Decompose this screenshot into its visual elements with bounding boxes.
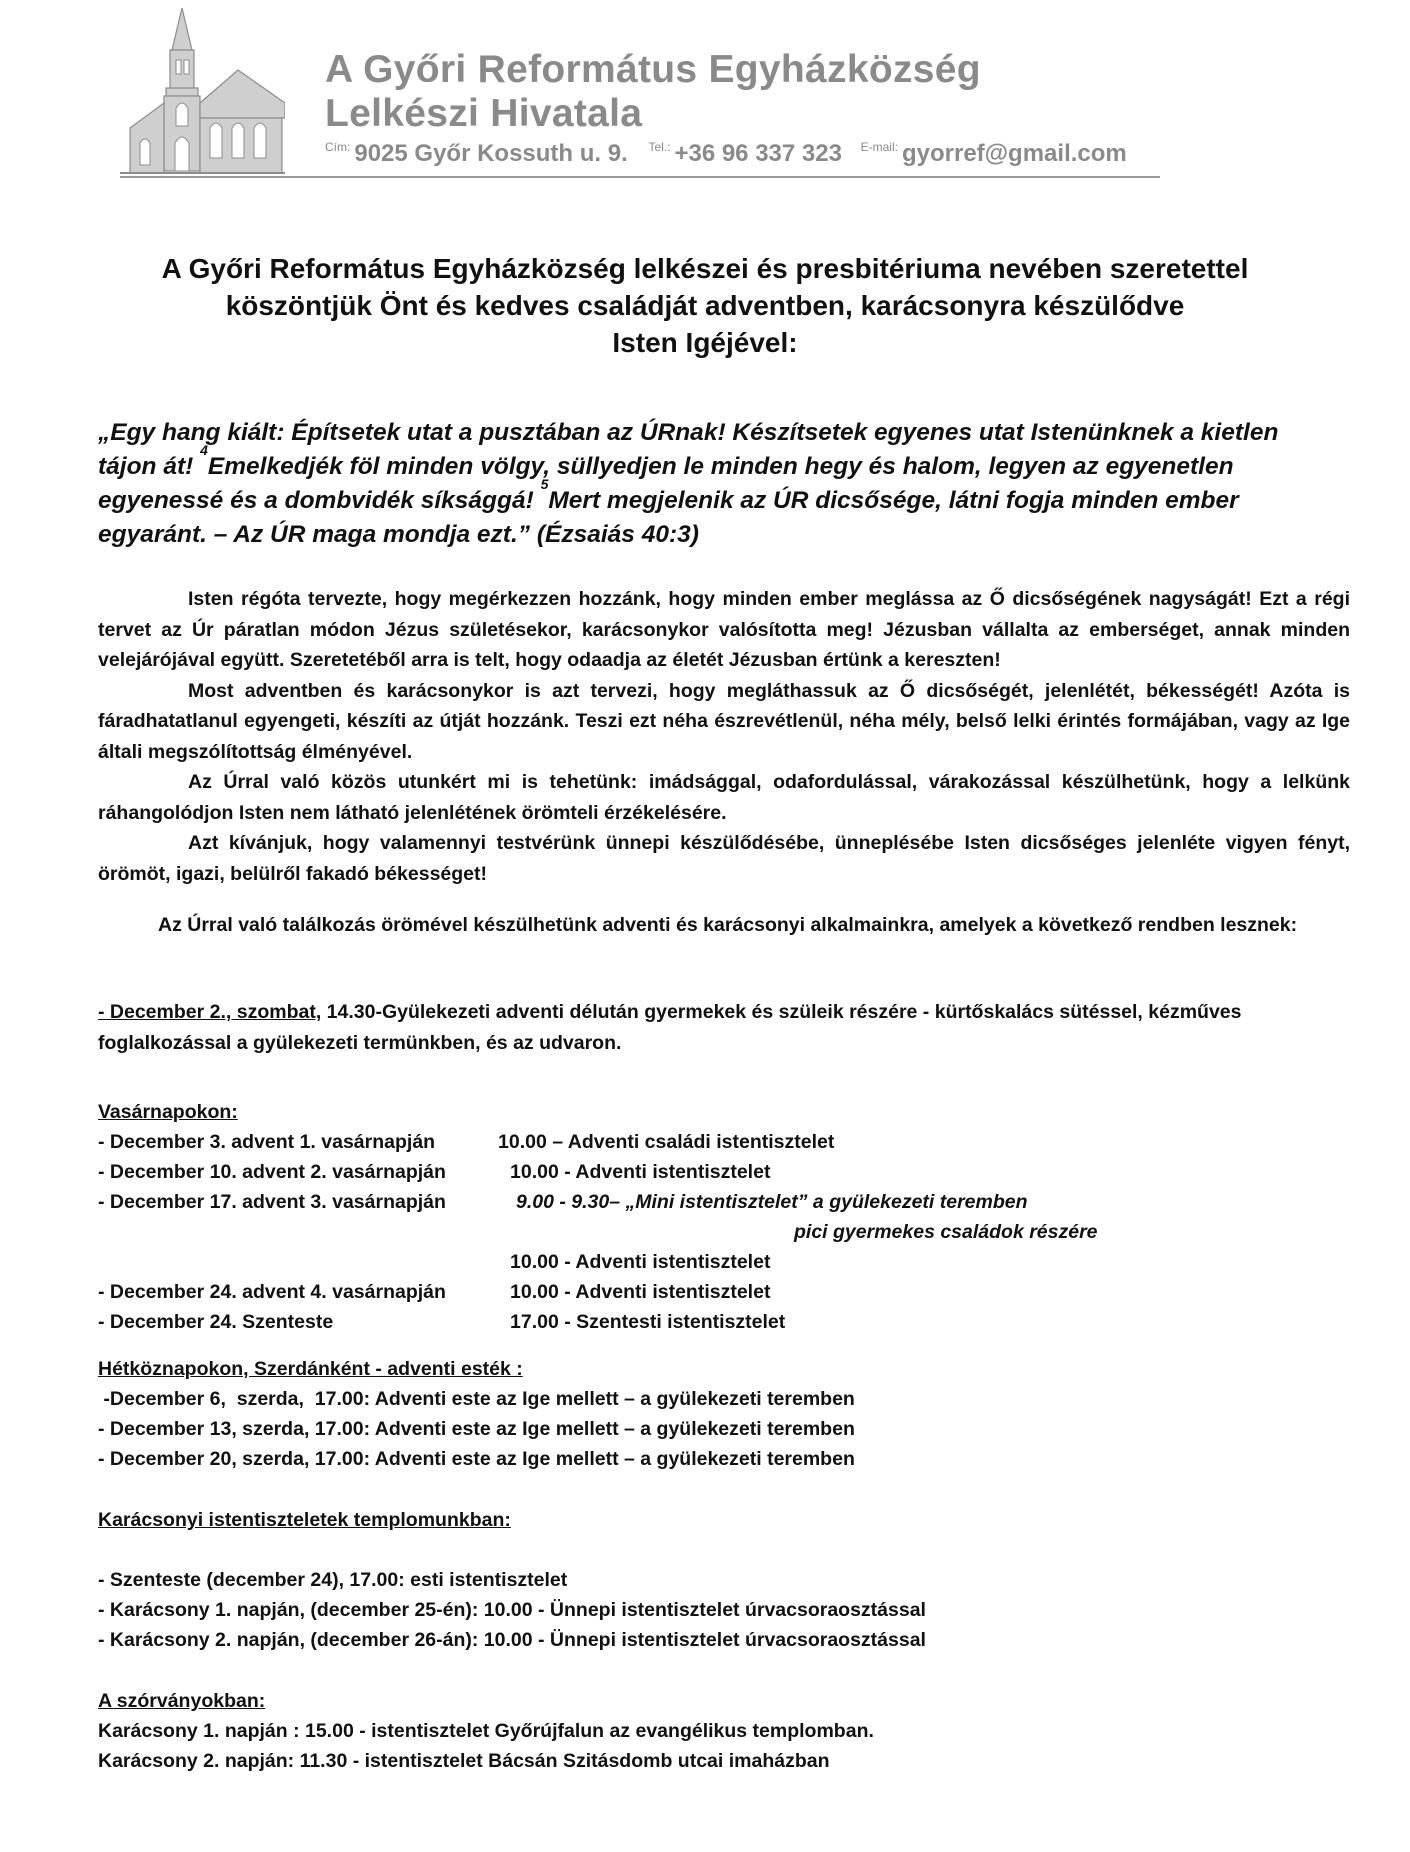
diaspora-heading: A szórványokban: — [98, 1690, 266, 1712]
email-label: E-mail: — [860, 140, 898, 154]
diaspora-row: Karácsony 2. napján: 11.30 - istentisztelet Bácsán Szitásdomb utcai imaházban — [98, 1750, 830, 1772]
weekdays-section — [98, 1354, 855, 1474]
church-logo-icon — [120, 8, 285, 178]
letterhead-title-line2: Lelkészi Hivatala — [325, 92, 643, 135]
weekday-row: - December 20, szerda, 17.00: Adventi este az Ige mellett – a gyülekezeti teremben — [98, 1448, 855, 1470]
christmas-row: - Karácsony 2. napján, (december 26-án): 10.00 - Ünnepi istentisztelet úrvacsoraosztással — [98, 1629, 926, 1651]
address: 9025 Győr Kossuth u. 9. — [354, 140, 628, 167]
sunday-row — [98, 1127, 1098, 1157]
letterhead-title-line1: A Győri Református Egyházközség — [325, 48, 981, 91]
body-paragraph-3: Az Úrral való közös utunkért mi is tehetünk: imádsággal, odafordulással, várakozással készülhetünk, hogy a lelkünk ráhangolódjon Isten nem látható jelenlétének örömteli érzékelésére. — [98, 771, 1350, 824]
intro-paragraph: Az Úrral való találkozás örömével készülhetünk adventi és karácsonyi alkalmainkra, amelyek a következő rendben lesznek: — [158, 914, 1298, 936]
sunday-row — [98, 1277, 1098, 1307]
sunday-date: - December 24. Szenteste — [98, 1311, 334, 1333]
body-paragraph-1: Isten régóta tervezte, hogy megérkezzen hozzánk, hogy minden ember meglássa az Ő dicsőségének nagyságát! Ezt a régi tervet az Úr páratlan módon Jézus születésekor, karácsonykor valósította meg! Jézusban vállalta az emberséget, annak minden velejárójával együtt. Szeretetéből arra is telt, hogy odaadja az életét Jézusban értünk a kereszten! — [98, 588, 1350, 671]
email: gyorref@gmail.com — [901, 140, 1127, 167]
verse-number-5: 5 — [540, 476, 549, 492]
december-2-date: - December 2., szombat, — [98, 1001, 322, 1023]
diaspora-row: Karácsony 1. napján : 15.00 - istentisztelet Győrújfalun az evangélikus templomban. — [98, 1720, 874, 1742]
christmas-heading: Karácsonyi istentiszteletek templomunkban: — [98, 1509, 511, 1531]
sunday-row — [98, 1217, 1098, 1247]
sundays-heading: Vasárnapokon: — [98, 1101, 238, 1123]
sunday-row — [98, 1187, 1098, 1217]
christmas-row: - Szenteste (december 24), 17.00: esti istentisztelet — [98, 1569, 568, 1591]
sunday-date: - December 24. advent 4. vasárnapján — [98, 1281, 446, 1303]
address-label: Cím: — [325, 140, 351, 154]
verse-number-4: 4 — [200, 442, 208, 458]
sunday-date: - December 3. advent 1. vasárnapján — [98, 1131, 436, 1153]
phone: +36 96 337 323 — [674, 140, 842, 167]
sunday-service: 17.00 - Szentesti istentisztelet — [510, 1311, 786, 1333]
letterhead-contact — [325, 140, 1127, 168]
sunday-row — [98, 1307, 1098, 1337]
greeting — [100, 250, 1310, 361]
letterhead-title — [325, 48, 981, 136]
greeting-line3: Isten Igéjével: — [612, 327, 798, 358]
sunday-row — [98, 1247, 1098, 1277]
christmas-row: - Karácsony 1. napján, (december 25-én): 10.00 - Ünnepi istentisztelet úrvacsoraosztással — [98, 1599, 926, 1621]
weekdays-heading: Hétköznapokon, Szerdánként - adventi esték : — [98, 1358, 523, 1380]
body-paragraph-2: Most adventben és karácsonykor is azt tervezi, hogy megláthassuk az Ő dicsőségét, jelenlétét, békességét! Azóta is fáradhatatlanul egyengeti, készíti az útját hozzánk. Teszi ezt néha észrevétlenül, néha mély, belső lelki érintés formájában, vagy az Ige általi megszólítottság élményével. — [98, 679, 1350, 763]
sunday-date: - December 17. advent 3. vasárnapján — [98, 1191, 446, 1213]
greeting-line1: A Győri Református Egyházközség lelkészei és presbitériuma nevében szeretettel — [161, 253, 1249, 284]
december-2-text: 14.30-Gyülekezeti adventi délután gyermekek és szüleik részére - kürtőskalács sütéssel, kézműves foglalkozással a gyülekezeti termünkben, és az udvaron. — [98, 1001, 1242, 1054]
sunday-service: 10.00 - Adventi istentisztelet — [510, 1251, 771, 1273]
quote-part2: Emelkedjék föl minden völgy, süllyedjen le minden hegy és halom, legyen az egyenetlen egyenessé és a dombvidék síksággá! — [98, 453, 1234, 514]
bible-quote — [98, 416, 1314, 552]
quote-part3: Mert megjelenik az ÚR dicsősége, látni fogja minden ember egyaránt. – Az ÚR maga mondja ezt.” (Ézsaiás 40:3) — [98, 487, 1239, 548]
letterhead-divider — [120, 176, 1160, 178]
december-2-event — [98, 997, 1350, 1058]
phone-label: Tel.: — [648, 140, 671, 154]
quote-part1: „Egy hang kiált: Építsetek utat a pusztában az ÚRnak! Készítsetek egyenes utat Istenünknek a kietlen tájon át! — [98, 419, 1279, 480]
sunday-service: 9.00 - 9.30– „Mini istentisztelet” a gyülekezeti teremben — [516, 1191, 1028, 1213]
letterhead — [120, 8, 1160, 178]
weekday-row: -December 6, szerda, 17.00: Adventi este az Ige mellett – a gyülekezeti teremben — [98, 1388, 855, 1410]
body-text — [98, 584, 1350, 889]
sunday-service: 10.00 - Adventi istentisztelet — [510, 1161, 771, 1183]
sundays-section — [98, 1097, 1098, 1337]
spacer — [98, 1535, 926, 1565]
sunday-date: - December 10. advent 2. vasárnapján — [98, 1161, 446, 1183]
body-paragraph-4: Azt kívánjuk, hogy valamennyi testvérünk ünnepi készülődésébe, ünneplésébe Isten dicsőséges jelenléte vigyen fényt, örömöt, igazi, belülről fakadó békességet! — [98, 832, 1350, 885]
christmas-section — [98, 1505, 926, 1655]
sunday-service: 10.00 – Adventi családi istentisztelet — [498, 1131, 835, 1153]
sunday-row — [98, 1157, 1098, 1187]
weekday-row: - December 13, szerda, 17.00: Adventi este az Ige mellett – a gyülekezeti teremben — [98, 1418, 855, 1440]
diaspora-section — [98, 1686, 874, 1776]
sunday-service: pici gyermekes családok részére — [794, 1221, 1098, 1243]
sunday-service: 10.00 - Adventi istentisztelet — [510, 1281, 771, 1303]
greeting-line2: köszöntjük Önt és kedves családját adventben, karácsonyra készülődve — [225, 290, 1185, 321]
